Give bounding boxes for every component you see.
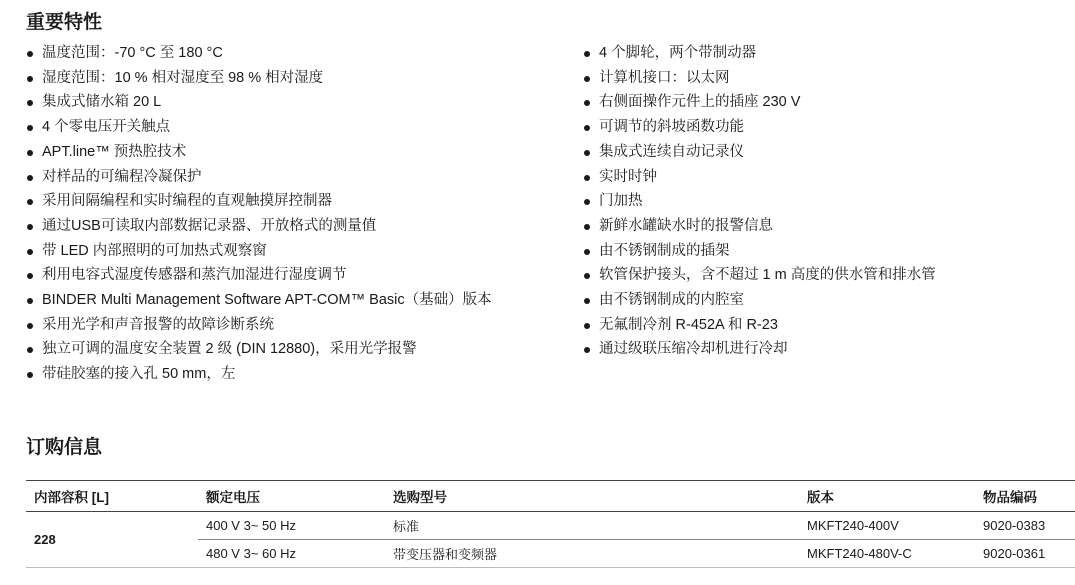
option-cell: 标准 (385, 512, 799, 540)
feature-item: 通过USB可读取内部数据记录器、开放格式的测量值 (26, 214, 492, 239)
feature-item: 通过级联压缩冷却机进行冷却 (583, 337, 936, 362)
option-cell: 带变压器和变频器 (385, 540, 799, 568)
ordering-table (26, 480, 1075, 568)
version-cell: MKFT240-480V-C (799, 540, 975, 568)
feature-item: 采用间隔编程和实时编程的直观触摸屏控制器 (26, 189, 492, 214)
feature-item: 利用电容式湿度传感器和蒸汽加湿进行湿度调节 (26, 263, 492, 288)
feature-item: BINDER Multi Management Software APT-COM™ Basic（基础）版本 (26, 288, 492, 313)
code-cell: 9020-0361 (975, 540, 1075, 568)
header-version: 版本 (799, 481, 975, 512)
feature-item: 软管保护接头，含不超过 1 m 高度的供水管和排水管 (583, 263, 936, 288)
version-cell: MKFT240-400V (799, 512, 975, 540)
feature-item: 集成式储水箱 20 L (26, 90, 492, 115)
feature-item: 采用光学和声音报警的故障诊断系统 (26, 313, 492, 338)
feature-item: 独立可调的温度安全装置 2 级 (DIN 12880)，采用光学报警 (26, 337, 492, 362)
feature-item: 实时时钟 (583, 165, 936, 190)
code-cell: 9020-0383 (975, 512, 1075, 540)
feature-list-left (26, 41, 492, 387)
header-voltage: 额定电压 (198, 481, 385, 512)
table-row (26, 512, 1075, 540)
voltage-cell: 480 V 3~ 60 Hz (198, 540, 385, 568)
feature-item: 带硅胶塞的接入孔 50 mm，左 (26, 362, 492, 387)
feature-item: 集成式连续自动记录仪 (583, 140, 936, 165)
feature-item: 4 个脚轮，两个带制动器 (583, 41, 936, 66)
header-capacity: 内部容积 [L] (26, 481, 198, 512)
header-code: 物品编码 (975, 481, 1075, 512)
feature-item: 带 LED 内部照明的可加热式观察窗 (26, 239, 492, 264)
feature-item: 湿度范围：10 % 相对湿度至 98 % 相对湿度 (26, 66, 492, 91)
feature-item: APT.line™ 预热腔技术 (26, 140, 492, 165)
feature-list-right (583, 41, 936, 362)
feature-item: 温度范围：-70 °C 至 180 °C (26, 41, 492, 66)
feature-item: 无氟制冷剂 R-452A 和 R-23 (583, 313, 936, 338)
table-header-row (26, 481, 1075, 512)
feature-item: 计算机接口：以太网 (583, 66, 936, 91)
feature-item: 对样品的可编程冷凝保护 (26, 165, 492, 190)
header-option: 选购型号 (385, 481, 799, 512)
feature-item: 由不锈钢制成的内腔室 (583, 288, 936, 313)
capacity-cell: 228 (26, 512, 198, 568)
feature-item: 4 个零电压开关触点 (26, 115, 492, 140)
feature-item: 新鲜水罐缺水时的报警信息 (583, 214, 936, 239)
feature-item: 门加热 (583, 189, 936, 214)
feature-item: 右侧面操作元件上的插座 230 V (583, 90, 936, 115)
ordering-title: 订购信息 (26, 437, 103, 458)
voltage-cell: 400 V 3~ 50 Hz (198, 512, 385, 540)
feature-item: 可调节的斜坡函数功能 (583, 115, 936, 140)
feature-item: 由不锈钢制成的插架 (583, 239, 936, 264)
features-title: 重要特性 (26, 12, 103, 33)
